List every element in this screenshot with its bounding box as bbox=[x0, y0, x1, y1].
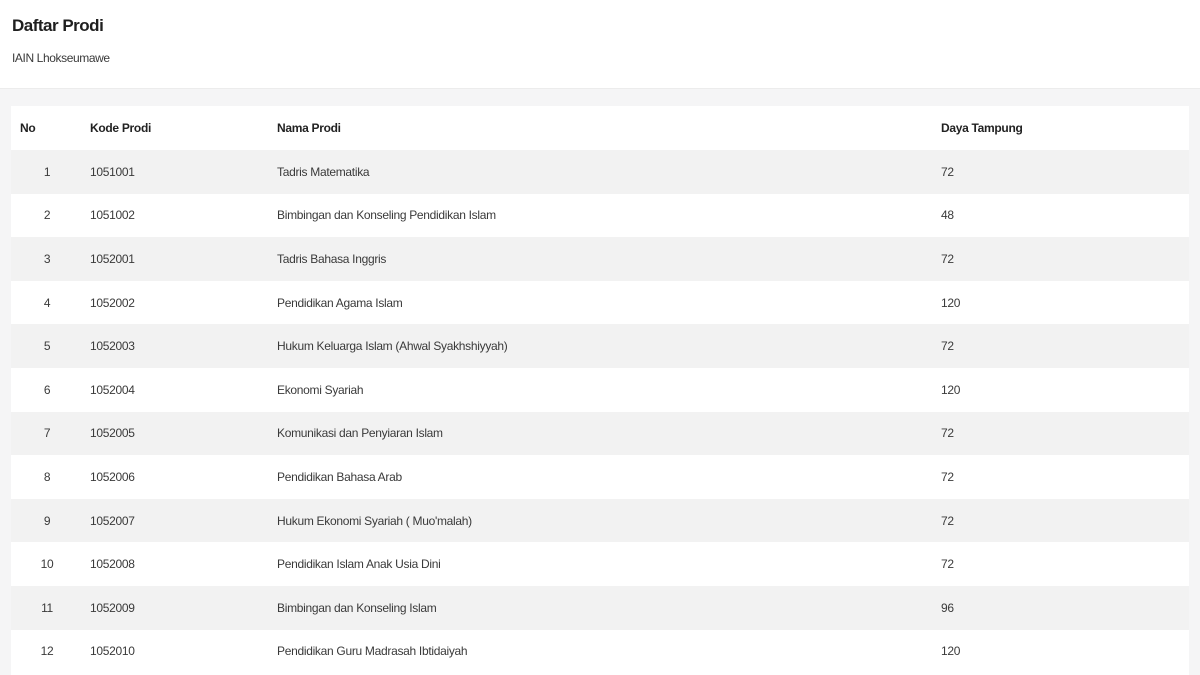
cell-nama-prodi: Bimbingan dan Konseling Islam bbox=[277, 586, 941, 630]
table-body bbox=[11, 150, 1189, 673]
prodi-table-card bbox=[11, 106, 1189, 675]
cell-no: 8 bbox=[11, 455, 90, 499]
cell-no: 4 bbox=[11, 281, 90, 325]
column-header-kode-prodi: Kode Prodi bbox=[90, 106, 277, 150]
table-row bbox=[11, 150, 1189, 194]
table-row bbox=[11, 630, 1189, 674]
table-row bbox=[11, 412, 1189, 456]
cell-no: 9 bbox=[11, 499, 90, 543]
cell-kode-prodi: 1051002 bbox=[90, 194, 277, 238]
cell-kode-prodi: 1052004 bbox=[90, 368, 277, 412]
cell-no: 1 bbox=[11, 150, 90, 194]
cell-kode-prodi: 1052001 bbox=[90, 237, 277, 281]
cell-daya-tampung: 96 bbox=[941, 586, 1189, 630]
cell-no: 3 bbox=[11, 237, 90, 281]
cell-no: 11 bbox=[11, 586, 90, 630]
cell-nama-prodi: Bimbingan dan Konseling Pendidikan Islam bbox=[277, 194, 941, 238]
table-row bbox=[11, 281, 1189, 325]
cell-kode-prodi: 1052008 bbox=[90, 542, 277, 586]
cell-no: 12 bbox=[11, 630, 90, 674]
cell-nama-prodi: Ekonomi Syariah bbox=[277, 368, 941, 412]
cell-daya-tampung: 72 bbox=[941, 499, 1189, 543]
column-header-no: No bbox=[11, 106, 90, 150]
prodi-table bbox=[11, 106, 1189, 673]
cell-kode-prodi: 1052005 bbox=[90, 412, 277, 456]
page-header bbox=[0, 0, 1200, 89]
table-row bbox=[11, 324, 1189, 368]
cell-kode-prodi: 1052009 bbox=[90, 586, 277, 630]
cell-nama-prodi: Pendidikan Guru Madrasah Ibtidaiyah bbox=[277, 630, 941, 674]
cell-nama-prodi: Pendidikan Bahasa Arab bbox=[277, 455, 941, 499]
cell-no: 5 bbox=[11, 324, 90, 368]
cell-daya-tampung: 120 bbox=[941, 630, 1189, 674]
cell-kode-prodi: 1052010 bbox=[90, 630, 277, 674]
cell-nama-prodi: Hukum Keluarga Islam (Ahwal Syakhshiyyah) bbox=[277, 324, 941, 368]
table-row bbox=[11, 586, 1189, 630]
page-subtitle: IAIN Lhokseumawe bbox=[12, 51, 110, 65]
cell-kode-prodi: 1051001 bbox=[90, 150, 277, 194]
table-row bbox=[11, 455, 1189, 499]
cell-daya-tampung: 72 bbox=[941, 324, 1189, 368]
cell-daya-tampung: 120 bbox=[941, 281, 1189, 325]
cell-daya-tampung: 72 bbox=[941, 412, 1189, 456]
table-header-row bbox=[11, 106, 1189, 150]
cell-no: 2 bbox=[11, 194, 90, 238]
cell-kode-prodi: 1052006 bbox=[90, 455, 277, 499]
cell-no: 10 bbox=[11, 542, 90, 586]
table-row bbox=[11, 542, 1189, 586]
cell-no: 7 bbox=[11, 412, 90, 456]
table-row bbox=[11, 194, 1189, 238]
cell-kode-prodi: 1052007 bbox=[90, 499, 277, 543]
cell-daya-tampung: 72 bbox=[941, 542, 1189, 586]
cell-daya-tampung: 72 bbox=[941, 150, 1189, 194]
cell-kode-prodi: 1052003 bbox=[90, 324, 277, 368]
cell-nama-prodi: Pendidikan Agama Islam bbox=[277, 281, 941, 325]
column-header-daya-tampung: Daya Tampung bbox=[941, 106, 1189, 150]
column-header-nama-prodi: Nama Prodi bbox=[277, 106, 941, 150]
table-row bbox=[11, 499, 1189, 543]
table-row bbox=[11, 237, 1189, 281]
cell-kode-prodi: 1052002 bbox=[90, 281, 277, 325]
cell-daya-tampung: 48 bbox=[941, 194, 1189, 238]
cell-daya-tampung: 72 bbox=[941, 455, 1189, 499]
cell-nama-prodi: Hukum Ekonomi Syariah ( Muo'malah) bbox=[277, 499, 941, 543]
table-header bbox=[11, 106, 1189, 150]
cell-nama-prodi: Tadris Bahasa Inggris bbox=[277, 237, 941, 281]
cell-nama-prodi: Komunikasi dan Penyiaran Islam bbox=[277, 412, 941, 456]
cell-nama-prodi: Pendidikan Islam Anak Usia Dini bbox=[277, 542, 941, 586]
cell-daya-tampung: 72 bbox=[941, 237, 1189, 281]
cell-no: 6 bbox=[11, 368, 90, 412]
cell-daya-tampung: 120 bbox=[941, 368, 1189, 412]
cell-nama-prodi: Tadris Matematika bbox=[277, 150, 941, 194]
table-row bbox=[11, 368, 1189, 412]
page-title: Daftar Prodi bbox=[12, 16, 104, 35]
